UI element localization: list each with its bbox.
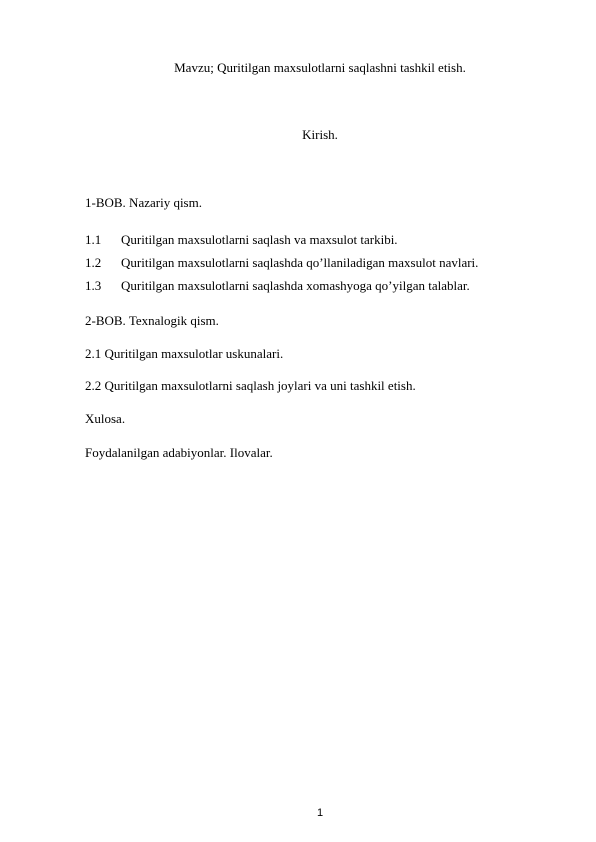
page-number: 1 xyxy=(316,807,324,819)
section-number: 1.3 xyxy=(85,278,102,293)
section-title: Quritilgan maxsulotlarni saqlashda xomashyoga qo’yilgan talablar. xyxy=(121,278,470,293)
conclusion-heading: Xulosa. xyxy=(85,411,126,426)
chapter2-heading: 2-BOB. Texnalogik qism. xyxy=(85,313,219,328)
section-title: Quritilgan maxsulotlarni saqlashda qo’llaniladigan maxsulot navlari. xyxy=(121,255,479,270)
section-2-1: 2.1 Quritilgan maxsulotlar uskunalari. xyxy=(85,346,284,361)
section-number: 1.2 xyxy=(85,255,102,270)
section-number: 1.1 xyxy=(85,232,102,247)
intro-heading: Kirish. xyxy=(302,127,338,142)
references-heading: Foydalanilgan adabiyonlar. Ilovalar. xyxy=(85,445,273,460)
section-title: Quritilgan maxsulotlarni saqlash va maxsulot tarkibi. xyxy=(121,232,398,247)
chapter1-heading: 1-BOB. Nazariy qism. xyxy=(85,195,202,210)
section-2-2: 2.2 Quritilgan maxsulotlarni saqlash joylari va uni tashkil etish. xyxy=(85,378,416,393)
document-title: Mavzu; Quritilgan maxsulotlarni saqlashni tashkil etish. xyxy=(174,60,466,75)
